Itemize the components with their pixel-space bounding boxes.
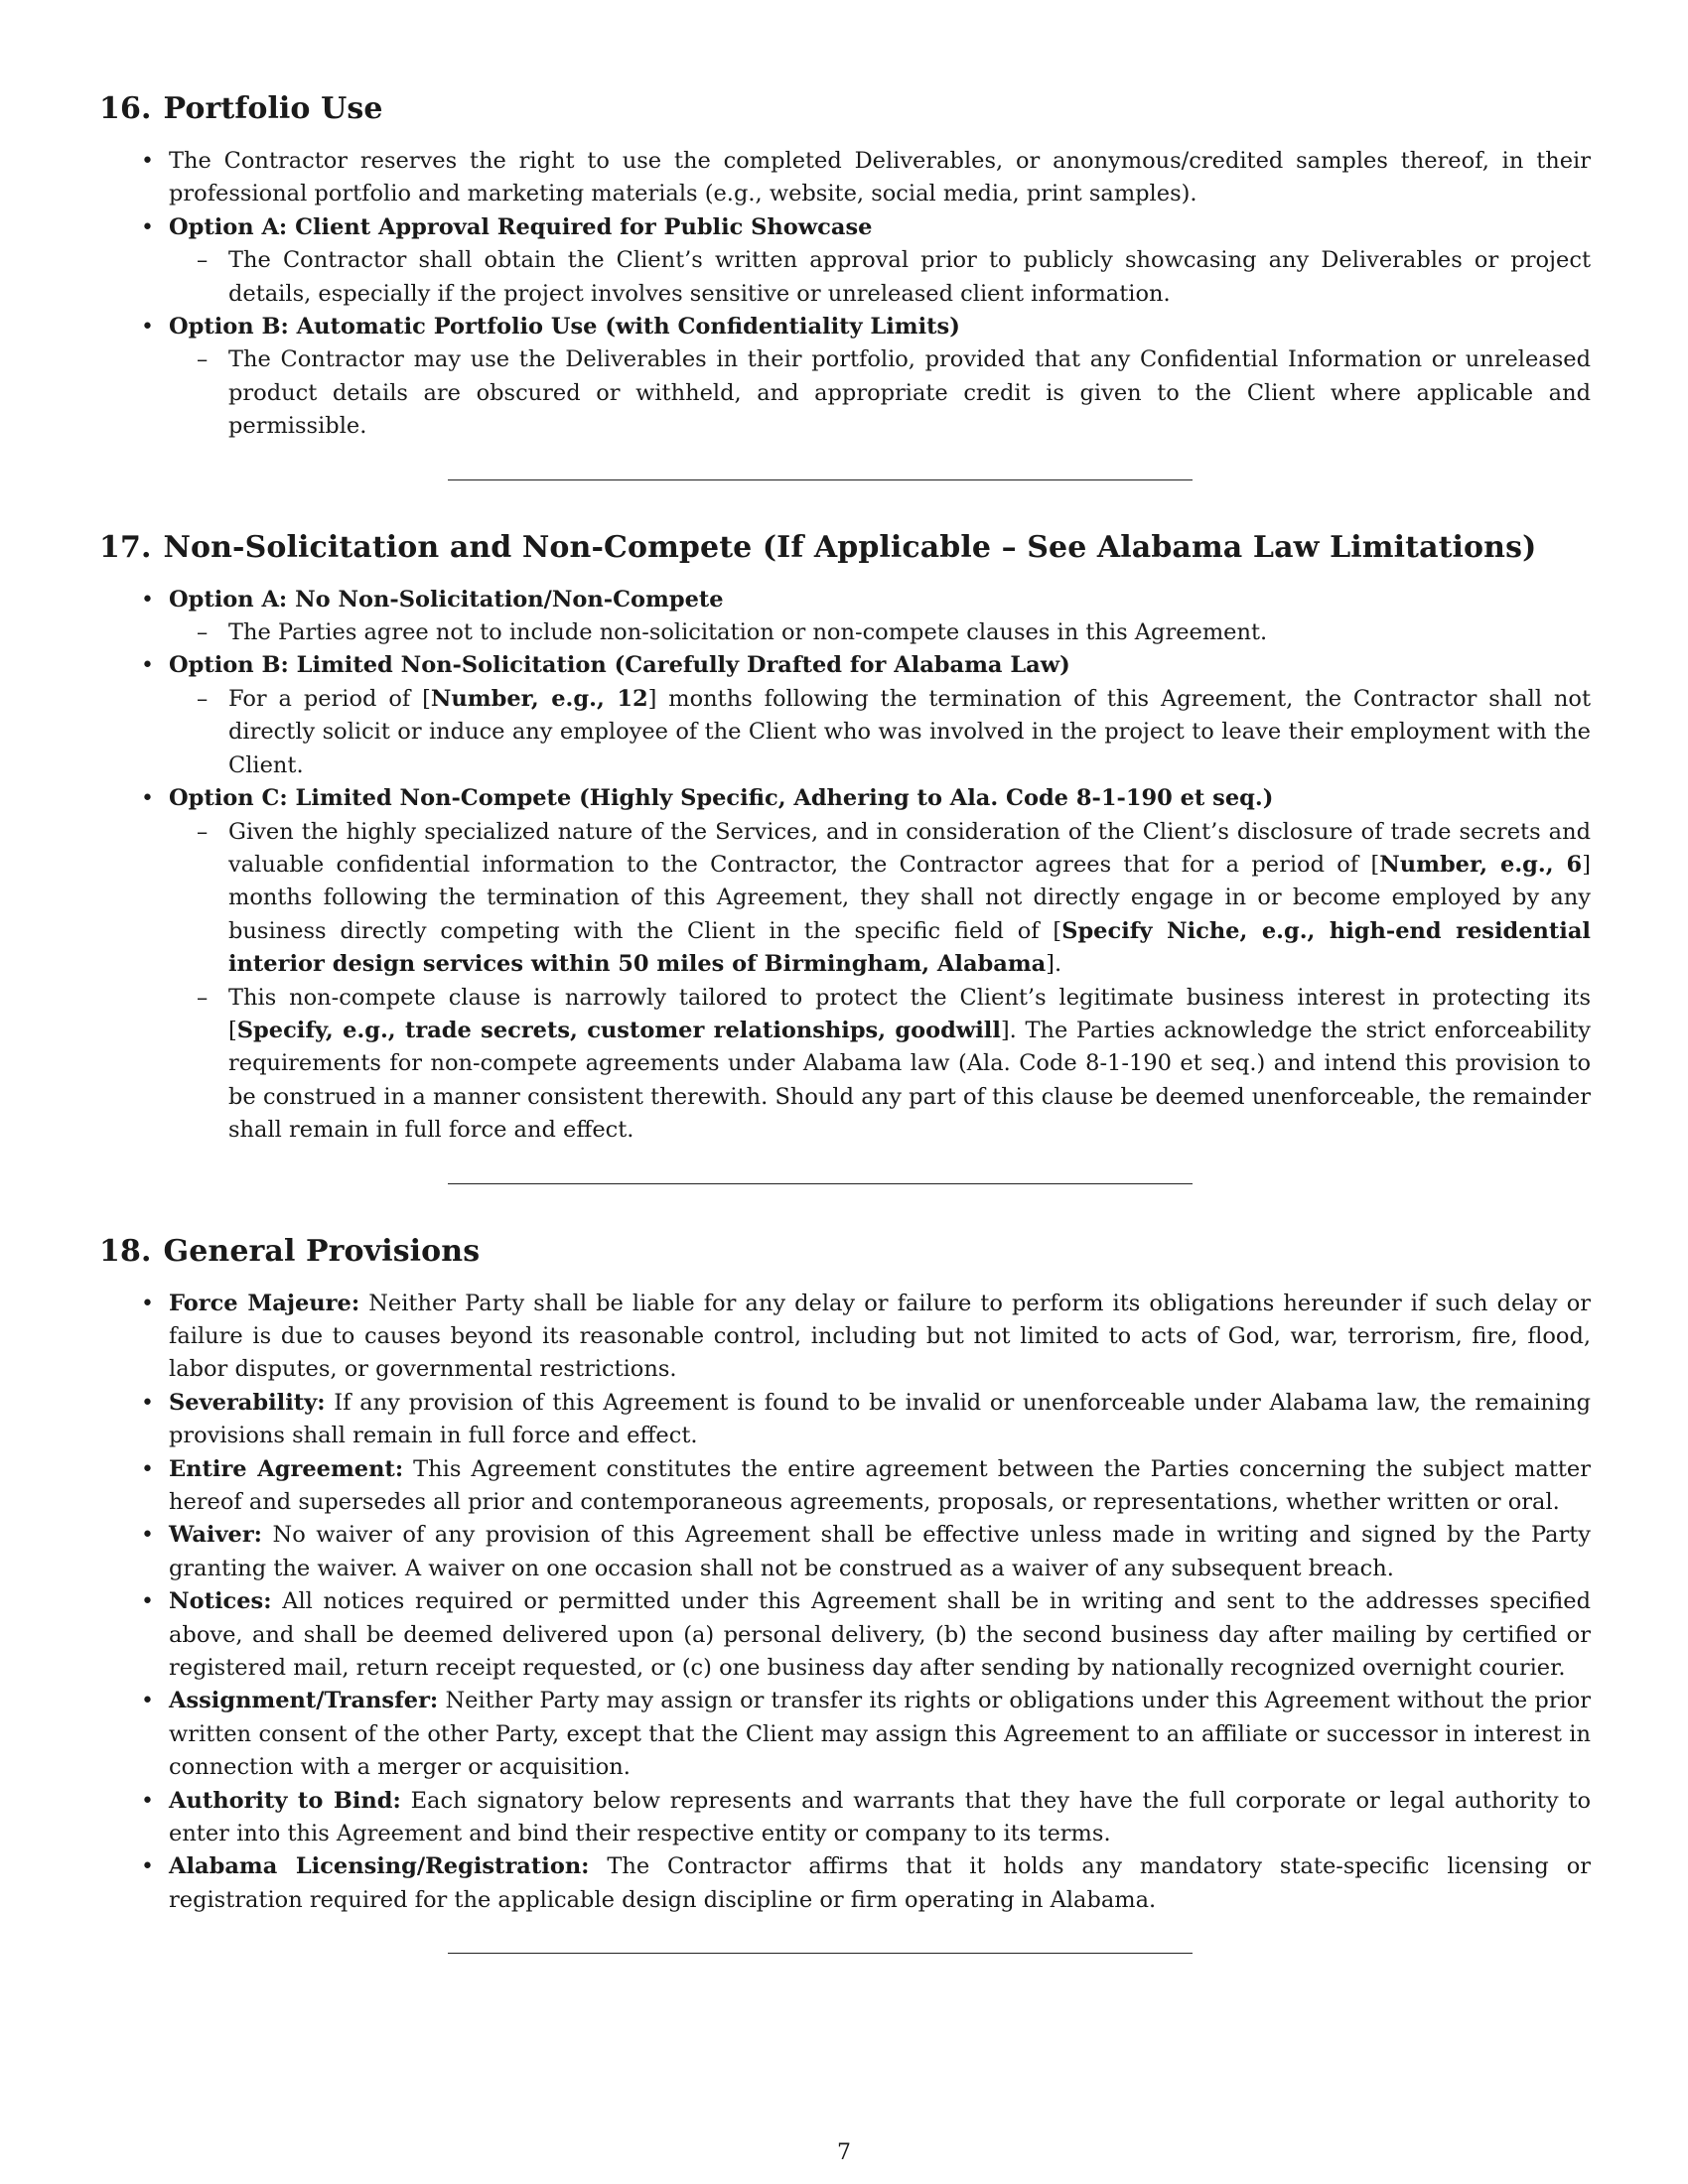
section-heading: 16. Portfolio Use: [99, 91, 383, 126]
provision-label: Force Majeure:: [169, 1290, 360, 1316]
sub-list: [169, 816, 1591, 1148]
bullet-list: [99, 584, 1591, 1148]
list-item: • Authority to Bind: Each signatory below represents and warrants that they have the full corporate or legal authority to enter into this Agreement and bind their respective entity or company to its terms.: [169, 1785, 1591, 1851]
document-page: [99, 91, 1591, 1954]
list-item: • Alabama Licensing/Registration: The Contractor affirms that it holds any mandatory state-specific licensing or registration required for the applicable design discipline or firm operating in Alabama.: [169, 1850, 1591, 1917]
sub-list-item: – This non-compete clause is narrowly tailored to protect the Client’s legitimate business interest in protecting its [Specify, e.g., trade secrets, customer relationships, goodwill]. The Parties acknowledge the strict enforceability requirements for non-compete agreements under Alabama law (Ala. Code 8-1-190 et seq.) and intend this provision to be construed in a manner consistent therewith. Should any part of this clause be deemed unenforceable, the remainder shall remain in full force and effect.: [228, 982, 1591, 1148]
list-item: • The Contractor reserves the right to use the completed Deliverables, or anonymous/credited samples thereof, in their professional portfolio and marketing materials (e.g., website, social media, print samples).: [169, 145, 1591, 211]
list-item: • Force Majeure: Neither Party shall be liable for any delay or failure to perform its obligations hereunder if such delay or failure is due to causes beyond its reasonable control, including but not limited to acts of God, war, terrorism, fire, flood, labor disputes, or governmental restrictions.: [169, 1288, 1591, 1387]
placeholder-field: Specify, e.g., trade secrets, customer relationships, goodwill: [236, 1017, 1001, 1043]
provision-label: Entire Agreement:: [169, 1455, 404, 1482]
page-number: 7: [837, 2140, 851, 2165]
sub-list-item: – The Parties agree not to include non-solicitation or non-compete clauses in this Agreement.: [228, 616, 1591, 649]
section-heading: 17. Non-Solicitation and Non-Compete (If Applicable – See Alabama Law Limitations): [99, 529, 1537, 565]
placeholder-field: Specify Niche, e.g., high-end residential interior design services within 50 miles of Birmingham, Alabama: [228, 917, 1591, 978]
sub-list: [169, 616, 1591, 649]
list-item: • Entire Agreement: This Agreement constitutes the entire agreement between the Parties concerning the subject matter hereof and supersedes all prior and contemporaneous agreements, proposals, or representations, whether written or oral.: [169, 1453, 1591, 1520]
option-label: Option C: Limited Non-Compete (Highly Specific, Adhering to Ala. Code 8-1-190 et seq.): [169, 785, 1274, 812]
option-label: Option B: Limited Non-Solicitation (Carefully Drafted for Alabama Law): [169, 652, 1070, 679]
sub-list-item: – Given the highly specialized nature of the Services, and in consideration of the Client’s disclosure of trade secrets and valuable confidential information to the Contractor, the Contractor agrees that for a period of [Number, e.g., 6] months following the termination of this Agreement, they shall not directly engage in or become employed by any business directly competing with the Client in the specific field of [Specify Niche, e.g., high-end residential interior design services within 50 miles of Birmingham, Alabama].: [228, 816, 1591, 982]
provision-label: Assignment/Transfer:: [169, 1688, 439, 1714]
provision-label: Severability:: [169, 1389, 326, 1416]
sub-list-item: – The Contractor may use the Deliverables in their portfolio, provided that any Confidential Information or unreleased product details are obscured or withheld, and appropriate credit is given to the Client where applicable and permissible.: [228, 343, 1591, 443]
provision-label: Authority to Bind:: [169, 1787, 401, 1814]
placeholder-field: Number, e.g., 12: [430, 685, 648, 712]
section-18: [99, 1234, 1591, 1955]
placeholder-field: Number, e.g., 6: [1379, 851, 1583, 878]
sub-list: [169, 683, 1591, 782]
list-item: [169, 782, 1591, 1147]
provision-label: Alabama Licensing/Registration:: [169, 1853, 590, 1880]
sub-list: [169, 343, 1591, 443]
sub-list-item: – For a period of [Number, e.g., 12] months following the termination of this Agreement, the Contractor shall not directly solicit or induce any employee of the Client who was involved in the project to leave their employment with the Client.: [228, 683, 1591, 782]
option-label: Option B: Automatic Portfolio Use (with Confidentiality Limits): [169, 314, 960, 341]
section-16: [99, 91, 1591, 480]
section-17: [99, 530, 1591, 1184]
list-item: • Waiver: No waiver of any provision of this Agreement shall be effective unless made in writing and signed by the Party granting the waiver. A waiver on one occasion shall not be construed as a waiver of any subsequent breach.: [169, 1519, 1591, 1585]
list-item: • Notices: All notices required or permitted under this Agreement shall be in writing and sent to the addresses specified above, and shall be deemed delivered upon (a) personal delivery, (b) the second business day after mailing by certified or registered mail, return receipt requested, or (c) one business day after sending by nationally recognized overnight courier.: [169, 1585, 1591, 1685]
list-item: [169, 311, 1591, 444]
list-item: • Assignment/Transfer: Neither Party may assign or transfer its rights or obligations under this Agreement without the prior written consent of the other Party, except that the Client may assign this Agreement to an affiliate or successor in interest in connection with a merger or acquisition.: [169, 1685, 1591, 1784]
section-divider: [448, 479, 1193, 480]
sub-list: [169, 244, 1591, 311]
provision-label: Waiver:: [169, 1522, 262, 1549]
sub-list-item: – The Contractor shall obtain the Client’s written approval prior to publicly showcasing any Deliverables or project details, especially if the project involves sensitive or unreleased client information.: [228, 244, 1591, 311]
bullet-list: [99, 1288, 1591, 1918]
option-label: Option A: Client Approval Required for Public Showcase: [169, 213, 873, 240]
section-heading: 18. General Provisions: [99, 1233, 481, 1269]
option-label: Option A: No Non-Solicitation/Non-Compete: [169, 586, 724, 613]
bullet-list: [99, 145, 1591, 444]
list-item: [169, 211, 1591, 311]
section-divider: [448, 1183, 1193, 1184]
provision-label: Notices:: [169, 1588, 272, 1615]
list-item: [169, 649, 1591, 782]
list-item: • Severability: If any provision of this Agreement is found to be invalid or unenforceable under Alabama law, the remaining provisions shall remain in full force and effect.: [169, 1387, 1591, 1453]
list-item: [169, 584, 1591, 650]
section-divider: [448, 1953, 1193, 1954]
